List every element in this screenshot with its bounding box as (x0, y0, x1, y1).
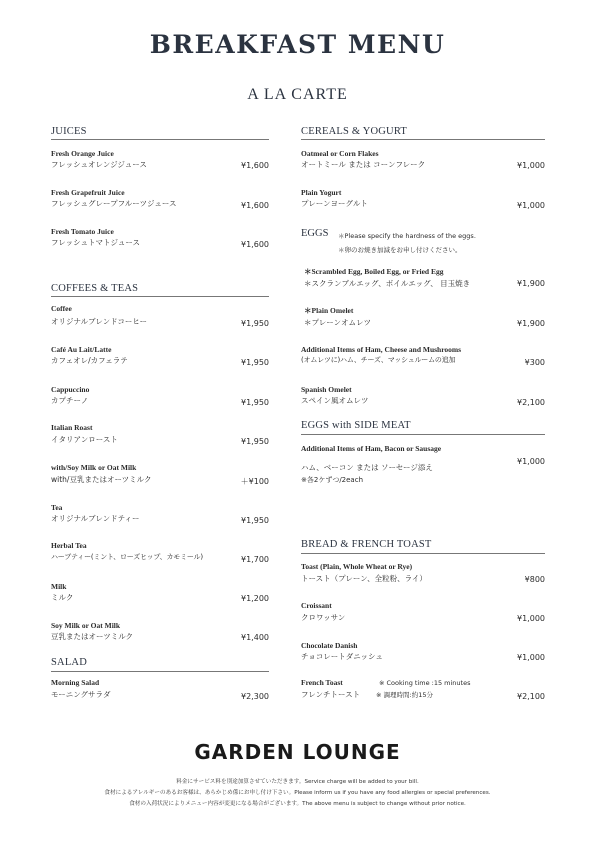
menu-item (51, 503, 269, 529)
menu-item (301, 149, 545, 175)
menu-item (51, 188, 269, 212)
item-price: ¥1,600 (241, 201, 269, 210)
item-name-en: Milk (51, 582, 67, 591)
item-name-jp: クロワッサン (301, 613, 346, 622)
item-name-jp: オリジナルブレンドティー (51, 514, 140, 523)
item-name-jp: スペイン風オムレツ (301, 396, 369, 405)
item-price: ¥1,950 (241, 516, 269, 525)
item-name-jp: プレーンヨーグルト (301, 199, 368, 208)
menu-item (301, 641, 545, 667)
menu-item (301, 562, 545, 588)
item-price: ¥1,000 (517, 653, 545, 662)
footer-allergy-note: 食材によるアレルギーのあるお客様は、あらかじめ係にお申し付け下さい。Please inform us if you have any food allergies or special preferences. (104, 790, 491, 796)
item-name-jp: チョコレートダニッシュ (301, 652, 383, 661)
menu-title: BREAKFAST MENU (149, 30, 446, 59)
item-name-jp: (オムレツに)ハム、チーズ、マッシュルームの追加 (301, 356, 456, 364)
item-price: ¥1,600 (241, 161, 269, 170)
section-divider (51, 671, 269, 672)
item-price: ¥1,950 (241, 437, 269, 446)
section-heading-eggs-side-meat: EGGS with SIDE MEAT (301, 420, 411, 431)
menu-subtitle: A LA CARTE (247, 86, 348, 103)
item-price: ¥1,000 (517, 201, 545, 210)
menu-item (301, 678, 545, 706)
item-name-jp: カフェオレ/カフェラテ (51, 356, 128, 365)
menu-item (51, 463, 269, 489)
item-name-jp: ハム、ベーコン または ソーセージ添え (301, 463, 433, 472)
menu-item (301, 305, 545, 331)
item-name-en: Fresh Tomato Juice (51, 227, 114, 236)
item-name-jp: オートミール または コーンフレーク (301, 160, 426, 169)
item-price: ¥1,900 (517, 319, 545, 328)
item-name-en: Italian Roast (51, 423, 93, 432)
menu-item (51, 227, 269, 251)
menu-item (51, 678, 269, 704)
item-name-en: Additional Items of Ham, Cheese and Mushrooms (301, 345, 462, 354)
item-name-en: Morning Salad (51, 678, 100, 687)
item-name-jp: ＊プレーンオムレツ (304, 318, 372, 327)
item-name-en: Cappuccino (51, 385, 90, 394)
item-name-en: Fresh Orange Juice (51, 149, 114, 158)
item-name-jp: フレンチトースト (301, 690, 361, 699)
section-divider (51, 296, 269, 297)
section-heading-cereals: CEREALS & YOGURT (301, 126, 408, 137)
item-name-en: Café Au Lait/Latte (51, 345, 112, 354)
menu-item (51, 385, 269, 411)
item-price: ¥1,700 (241, 555, 269, 564)
eggs-note-en: ＊Please specify the hardness of the eggs. (338, 232, 476, 240)
item-name-jp: フレッシュトマトジュース (51, 238, 140, 247)
item-name-jp: モーニングサラダ (51, 690, 111, 699)
section-heading-eggs: EGGS (301, 228, 329, 239)
footer-menu-change-note: 食材の入荷状況によりメニュー内容が変更になる場合がございます。The above menu is subject to change without prior notice. (129, 801, 466, 807)
garden-lounge-logo: GARDEN LOUNGE (194, 740, 401, 764)
item-name-en: Spanish Omelet (301, 385, 352, 394)
item-price: ¥1,000 (517, 614, 545, 623)
item-name-jp: 豆乳またはオーツミルク (51, 632, 134, 641)
item-name-jp: フレッシュグレープフルーツジュース (51, 199, 177, 208)
item-name-en: with/Soy Milk or Oat Milk (51, 463, 137, 472)
item-price: ¥1,950 (241, 398, 269, 407)
item-note: ※各2ケずつ/2each (301, 476, 364, 484)
eggs-note-jp: ＊卵のお焼き加減をお申し付けください。 (338, 246, 462, 254)
item-name-jp: フレッシュオレンジジュース (51, 160, 147, 169)
item-price: ¥2,100 (517, 398, 545, 407)
section-divider (301, 553, 545, 554)
menu-item (301, 601, 545, 627)
item-name-en: Herbal Tea (51, 541, 87, 550)
section-heading-juices: JUICES (51, 126, 87, 137)
item-name-en: ＊Scrambled Egg, Boiled Egg, or Fried Egg (304, 267, 444, 276)
item-name-en: Oatmeal or Corn Flakes (301, 149, 379, 158)
section-divider (301, 434, 545, 435)
item-name-jp: トースト（プレーン、全粒粉、ライ） (301, 574, 427, 583)
item-name-en: Croissant (301, 601, 332, 610)
item-price: ¥1,000 (517, 161, 545, 170)
item-price: ¥1,950 (241, 358, 269, 367)
menu-item (51, 345, 269, 371)
item-name-en: French Toast (301, 678, 343, 687)
item-name-en: Coffee (51, 304, 72, 313)
item-name-en: Soy Milk or Oat Milk (51, 621, 121, 630)
footer-service-charge: 料金にサービス料を別途加算させていただきます。Service charge will be added to your bill. (176, 779, 419, 785)
menu-item (51, 423, 269, 449)
item-note-en: ※ Cooking time :15 minutes (379, 679, 471, 687)
item-name-jp: オリジナルブレンドコーヒー (51, 317, 148, 326)
item-price: ¥2,300 (241, 692, 269, 701)
menu-item (51, 304, 269, 330)
item-price: ¥1,900 (517, 279, 545, 288)
item-price: ¥800 (524, 575, 545, 584)
item-name-en: Plain Yogurt (301, 188, 342, 197)
menu-item (301, 385, 545, 411)
item-name-en: ＊Plain Omelet (304, 306, 354, 315)
item-name-en: Chocolate Danish (301, 641, 358, 650)
section-heading-bread: BREAD & FRENCH TOAST (301, 539, 432, 550)
section-divider (51, 139, 269, 140)
item-name-jp: ハーブティー(ミント、ローズヒップ、カモミール) (51, 553, 203, 561)
item-price: ¥300 (524, 358, 545, 367)
item-price: ¥1,400 (241, 633, 269, 642)
item-price: ＋¥100 (240, 477, 269, 486)
section-heading-salad: SALAD (51, 657, 88, 668)
item-price: ¥1,200 (241, 594, 269, 603)
item-price: ¥1,950 (241, 319, 269, 328)
item-name-en: Toast (Plain, Whole Wheat or Rye) (301, 562, 413, 571)
item-price: ¥1,000 (517, 457, 545, 466)
menu-item (301, 345, 545, 371)
menu-item (51, 541, 269, 567)
item-name-jp: カプチーノ (51, 396, 89, 405)
item-name-jp: ミルク (51, 593, 74, 602)
section-divider (301, 139, 545, 140)
menu-item (301, 266, 545, 292)
item-name-en: Fresh Grapefruit Juice (51, 188, 125, 197)
item-name-jp: ＊スクランブルエッグ、ボイルエッグ、 目玉焼き (304, 279, 471, 288)
item-name-jp: イタリアンロースト (51, 435, 118, 444)
menu-item (51, 621, 269, 647)
item-name-en: Tea (51, 503, 63, 512)
item-note-jp: ※ 調理時間:約15分 (376, 691, 433, 699)
menu-item (301, 188, 545, 214)
section-heading-coffees: COFFEES & TEAS (51, 283, 139, 294)
menu-item (51, 149, 269, 173)
item-price: ¥1,600 (241, 240, 269, 249)
menu-item (51, 582, 269, 608)
item-price: ¥2,100 (517, 692, 545, 701)
item-name-jp: with/豆乳またはオーツミルク (51, 475, 152, 484)
item-name-en: Additional Items of Ham, Bacon or Sausage (301, 444, 442, 453)
